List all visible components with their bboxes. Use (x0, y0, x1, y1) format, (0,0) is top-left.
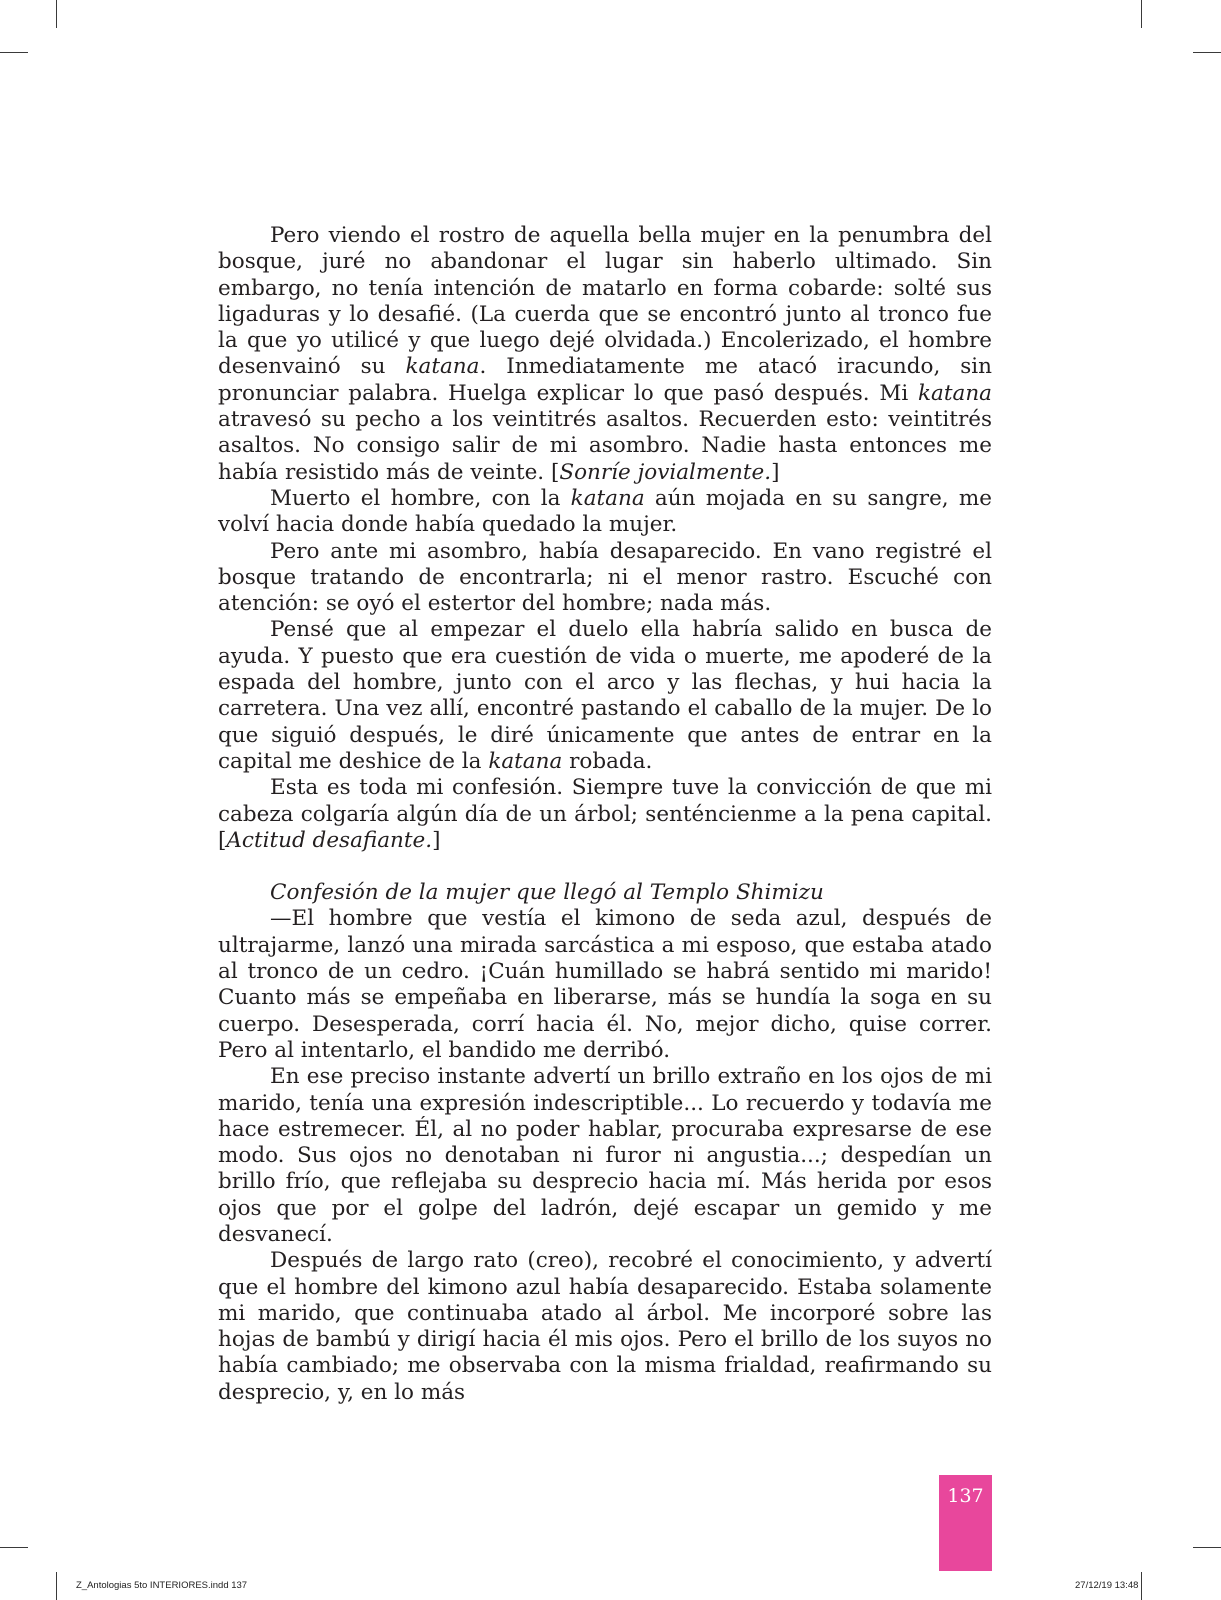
paragraph (218, 1064, 992, 1248)
paragraph (218, 775, 992, 854)
text-run: Esta es toda mi confesión. Siempre tuve la convicción de que mi cabeza colgaría algún día de un árbol; senténcienme a la pena capital. [ (218, 775, 992, 853)
text-run: aún mojada en su sangre, me volví hacia donde había quedado la mujer. (218, 485, 992, 538)
text-run: robada. (562, 748, 653, 774)
print-slug-timestamp: 27/12/19 13:48 (1075, 1580, 1139, 1591)
crop-mark-top-left (56, 0, 57, 28)
crop-mark-bottom-left-h (0, 1547, 28, 1548)
paragraph (218, 906, 992, 1064)
text-run: ] (432, 827, 441, 853)
print-slug-filename: Z_Antologias 5to INTERIORES.indd 137 (76, 1580, 248, 1591)
section-gap (218, 854, 992, 880)
crop-mark-top-right-h (1193, 52, 1221, 53)
text-run: Pensé que al empezar el duelo ella habría salido en busca de ayuda. Y puesto que era cuestión de vida o muerte, me apoderé de la espada del hombre, junto con el arco y las flechas, y hui hacia la carretera. Una vez allí, encontré pastando el caballo de la mujer. De lo que siguió después, le diré únicamente que antes de entrar en la capital me deshice de la (218, 617, 992, 774)
crop-mark-bottom-left (56, 1572, 57, 1600)
text-run: atravesó su pecho a los veintitrés asaltos. Recuerden esto: veintitrés asaltos. No consigo salir de mi asombro. Nadie hasta entonces me había resistido más de veinte. [ (218, 407, 992, 485)
italic-run: katana (570, 485, 645, 511)
paragraph (218, 617, 992, 775)
text-run: —El hombre que vestía el kimono de seda azul, después de ultrajarme, lanzó una mirada sarcástica a mi esposo, que estaba atado al tronco de un cedro. ¡Cuán humillado se habrá sentido mi marido! Cuanto más se empeñaba en liberarse, más se hundía la soga en su cuerpo. Desesperada, corrí hacia él. No, mejor dicho, quise correr. Pero al intentarlo, el bandido me derribó. (218, 906, 992, 1063)
crop-mark-bottom-right (1141, 1572, 1142, 1600)
page-number-tab (939, 1475, 992, 1571)
italic-run: Sonríe jovialmente. (559, 459, 772, 485)
paragraph (218, 223, 992, 486)
italic-run: Confesión de la mujer que llegó al Templo Shimizu (270, 880, 824, 906)
italic-run: katana (488, 748, 563, 774)
crop-mark-bottom-right-h (1193, 1547, 1221, 1548)
section-heading (218, 880, 992, 906)
text-run: ] (771, 459, 780, 485)
crop-mark-top-left-h (0, 52, 28, 53)
page-number: 137 (947, 1485, 984, 1507)
paragraph (218, 539, 992, 618)
italic-run: katana (918, 380, 992, 406)
italic-run: Actitud desafiante. (226, 827, 433, 853)
text-run: Pero viendo el rostro de aquella bella mujer en la penumbra del bosque, juré no abandonar el lugar sin haberlo ultimado. Sin embargo, no tenía intención de matarlo en forma cobarde: solté sus ligaduras y lo desafié. (La cuerda que se encontró junto al tronco fue la que yo utilicé y que luego dejé olvidada.) Encolerizado, el hombre desenvainó su (218, 223, 992, 380)
text-run: Muerto el hombre, con la (270, 485, 571, 511)
body-text (218, 223, 992, 1406)
paragraph (218, 1248, 992, 1406)
text-run: Después de largo rato (creo), recobré el conocimiento, y advertí que el hombre del kimono azul había desaparecido. Estaba solamente mi marido, que continuaba atado al árbol. Me incorporé sobre las hojas de bambú y dirigí hacia él mis ojos. Pero el brillo de los suyos no había cambiado; me observaba con la misma frialdad, reafirmando su desprecio, y, en lo más (218, 1248, 992, 1405)
text-run: En ese preciso instante advertí un brillo extraño en los ojos de mi marido, tenía una expresión indescriptible... Lo recuerdo y todavía me hace estremecer. Él, al no poder hablar, procuraba expresarse de ese modo. Sus ojos no denotaban ni furor ni angustia...; despedían un brillo frío, que reflejaba su desprecio hacia mí. Más herida por esos ojos que por el golpe del ladrón, dejé escapar un gemido y me desvanecí. (218, 1064, 992, 1247)
italic-run: katana (405, 354, 480, 380)
paragraph (218, 486, 992, 539)
text-run: Pero ante mi asombro, había desaparecido. En vano registré el bosque tratando de encontrarla; ni el menor rastro. Escuché con atención: se oyó el estertor del hombre; nada más. (218, 538, 992, 617)
text-run: . Inmediatamente me atacó iracundo, sin pronunciar palabra. Huelga explicar lo que pasó después. Mi (218, 354, 992, 406)
crop-mark-top-right (1141, 0, 1142, 28)
